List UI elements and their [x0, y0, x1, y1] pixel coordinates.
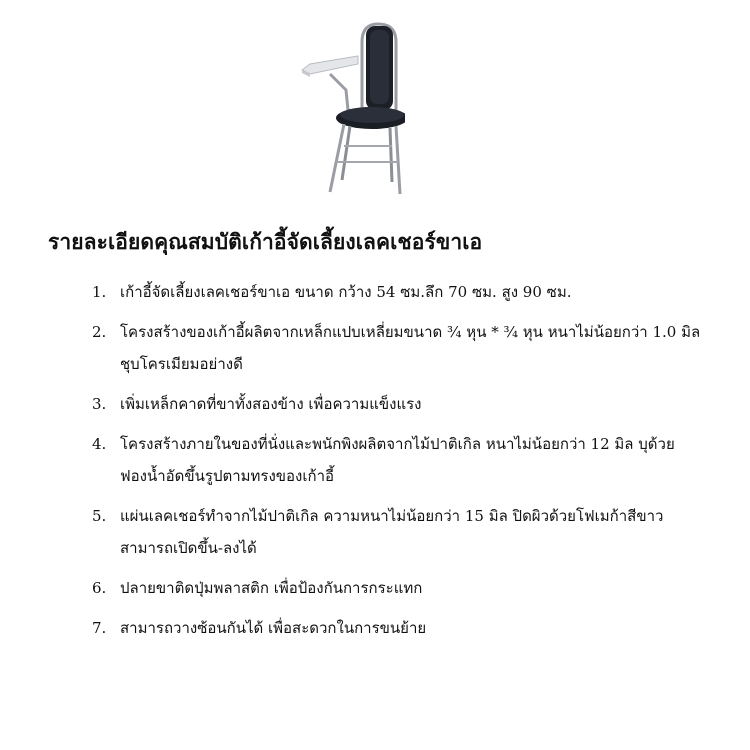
spec-list	[92, 276, 712, 652]
list-item	[92, 276, 712, 308]
list-item	[92, 388, 712, 420]
list-item	[92, 428, 712, 492]
item-number: 2.	[92, 323, 107, 341]
item-number: 4.	[92, 435, 107, 453]
list-item	[92, 500, 712, 564]
lecture-chair-image	[300, 12, 405, 197]
item-number: 3.	[92, 395, 107, 413]
list-item	[92, 572, 712, 604]
item-text: เก้าอี้จัดเลี้ยงเลคเชอร์ขาเอ ขนาด กว้าง 54 ซม.ลึก 70 ซม. สูง 90 ซม.	[120, 283, 572, 301]
item-number: 1.	[92, 283, 107, 301]
list-item	[92, 612, 712, 644]
item-number: 7.	[92, 619, 107, 637]
spec-title: รายละเอียดคุณสมบัติเก้าอี้จัดเลี้ยงเลคเชอร์ขาเอ	[48, 229, 483, 254]
item-text: ปลายขาติดปุ่มพลาสติก เพื่อป้องกันการกระแทก	[120, 579, 423, 597]
list-item	[92, 316, 712, 380]
item-number: 6.	[92, 579, 107, 597]
item-text: สามารถวางซ้อนกันได้ เพื่อสะดวกในการขนย้าย	[120, 619, 427, 637]
item-text: เพิ่มเหล็กคาดที่ขาทั้งสองข้าง เพื่อความแข็งแรง	[120, 395, 422, 413]
item-text: แผ่นเลคเชอร์ทำจากไม้ปาติเกิล ความหนาไม่น้อยกว่า 15 มิล ปิดผิวด้วยโฟเมก้าสีขาว สามารถเปิดขึ้น-ลงได้	[120, 507, 664, 557]
item-text: โครงสร้างของเก้าอี้ผลิตจากเหล็กแปบเหลี่ยมขนาด ¾ หุน * ¾ หุน หนาไม่น้อยกว่า 1.0 มิล ชุบโครเมียมอย่างดี	[120, 323, 701, 373]
item-text: โครงสร้างภายในของที่นั่งและพนักพิงผลิตจากไม้ปาติเกิล หนาไม่น้อยกว่า 12 มิล บุด้วยฟองน้ำอัดขึ้นรูปตามทรงของเก้าอี้	[120, 435, 675, 485]
item-number: 5.	[92, 507, 107, 525]
